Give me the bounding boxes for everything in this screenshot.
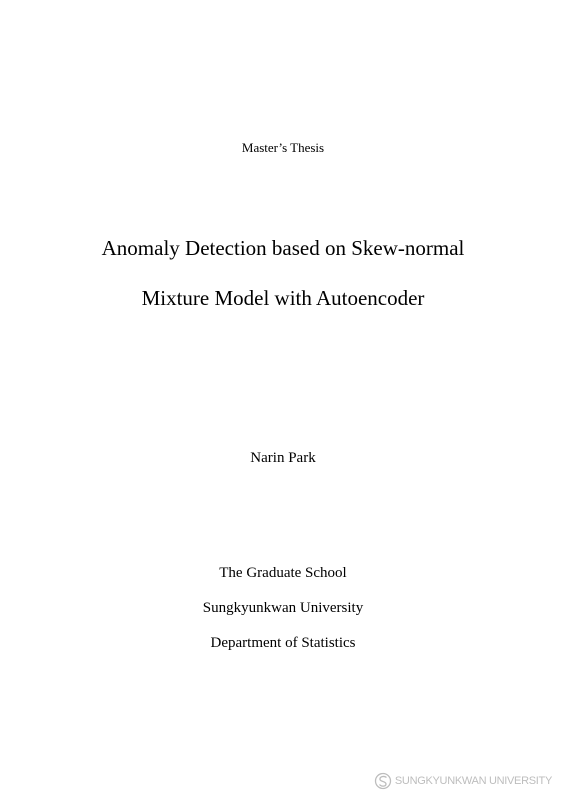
watermark-text: SUNGKYUNKWAN UNIVERSITY — [394, 775, 552, 787]
title-line-1: Anomaly Detection based on Skew-normal — [101, 236, 465, 260]
university-watermark — [374, 772, 552, 790]
university-logo-icon — [374, 772, 392, 790]
author-name: Narin Park — [250, 450, 316, 466]
graduate-school: The Graduate School — [219, 565, 347, 581]
university-name: Sungkyunkwan University — [202, 600, 364, 616]
thesis-type: Master’s Thesis — [241, 140, 325, 155]
title-line-2: Mixture Model with Autoencoder — [141, 286, 425, 310]
department-name: Department of Statistics — [210, 635, 356, 651]
